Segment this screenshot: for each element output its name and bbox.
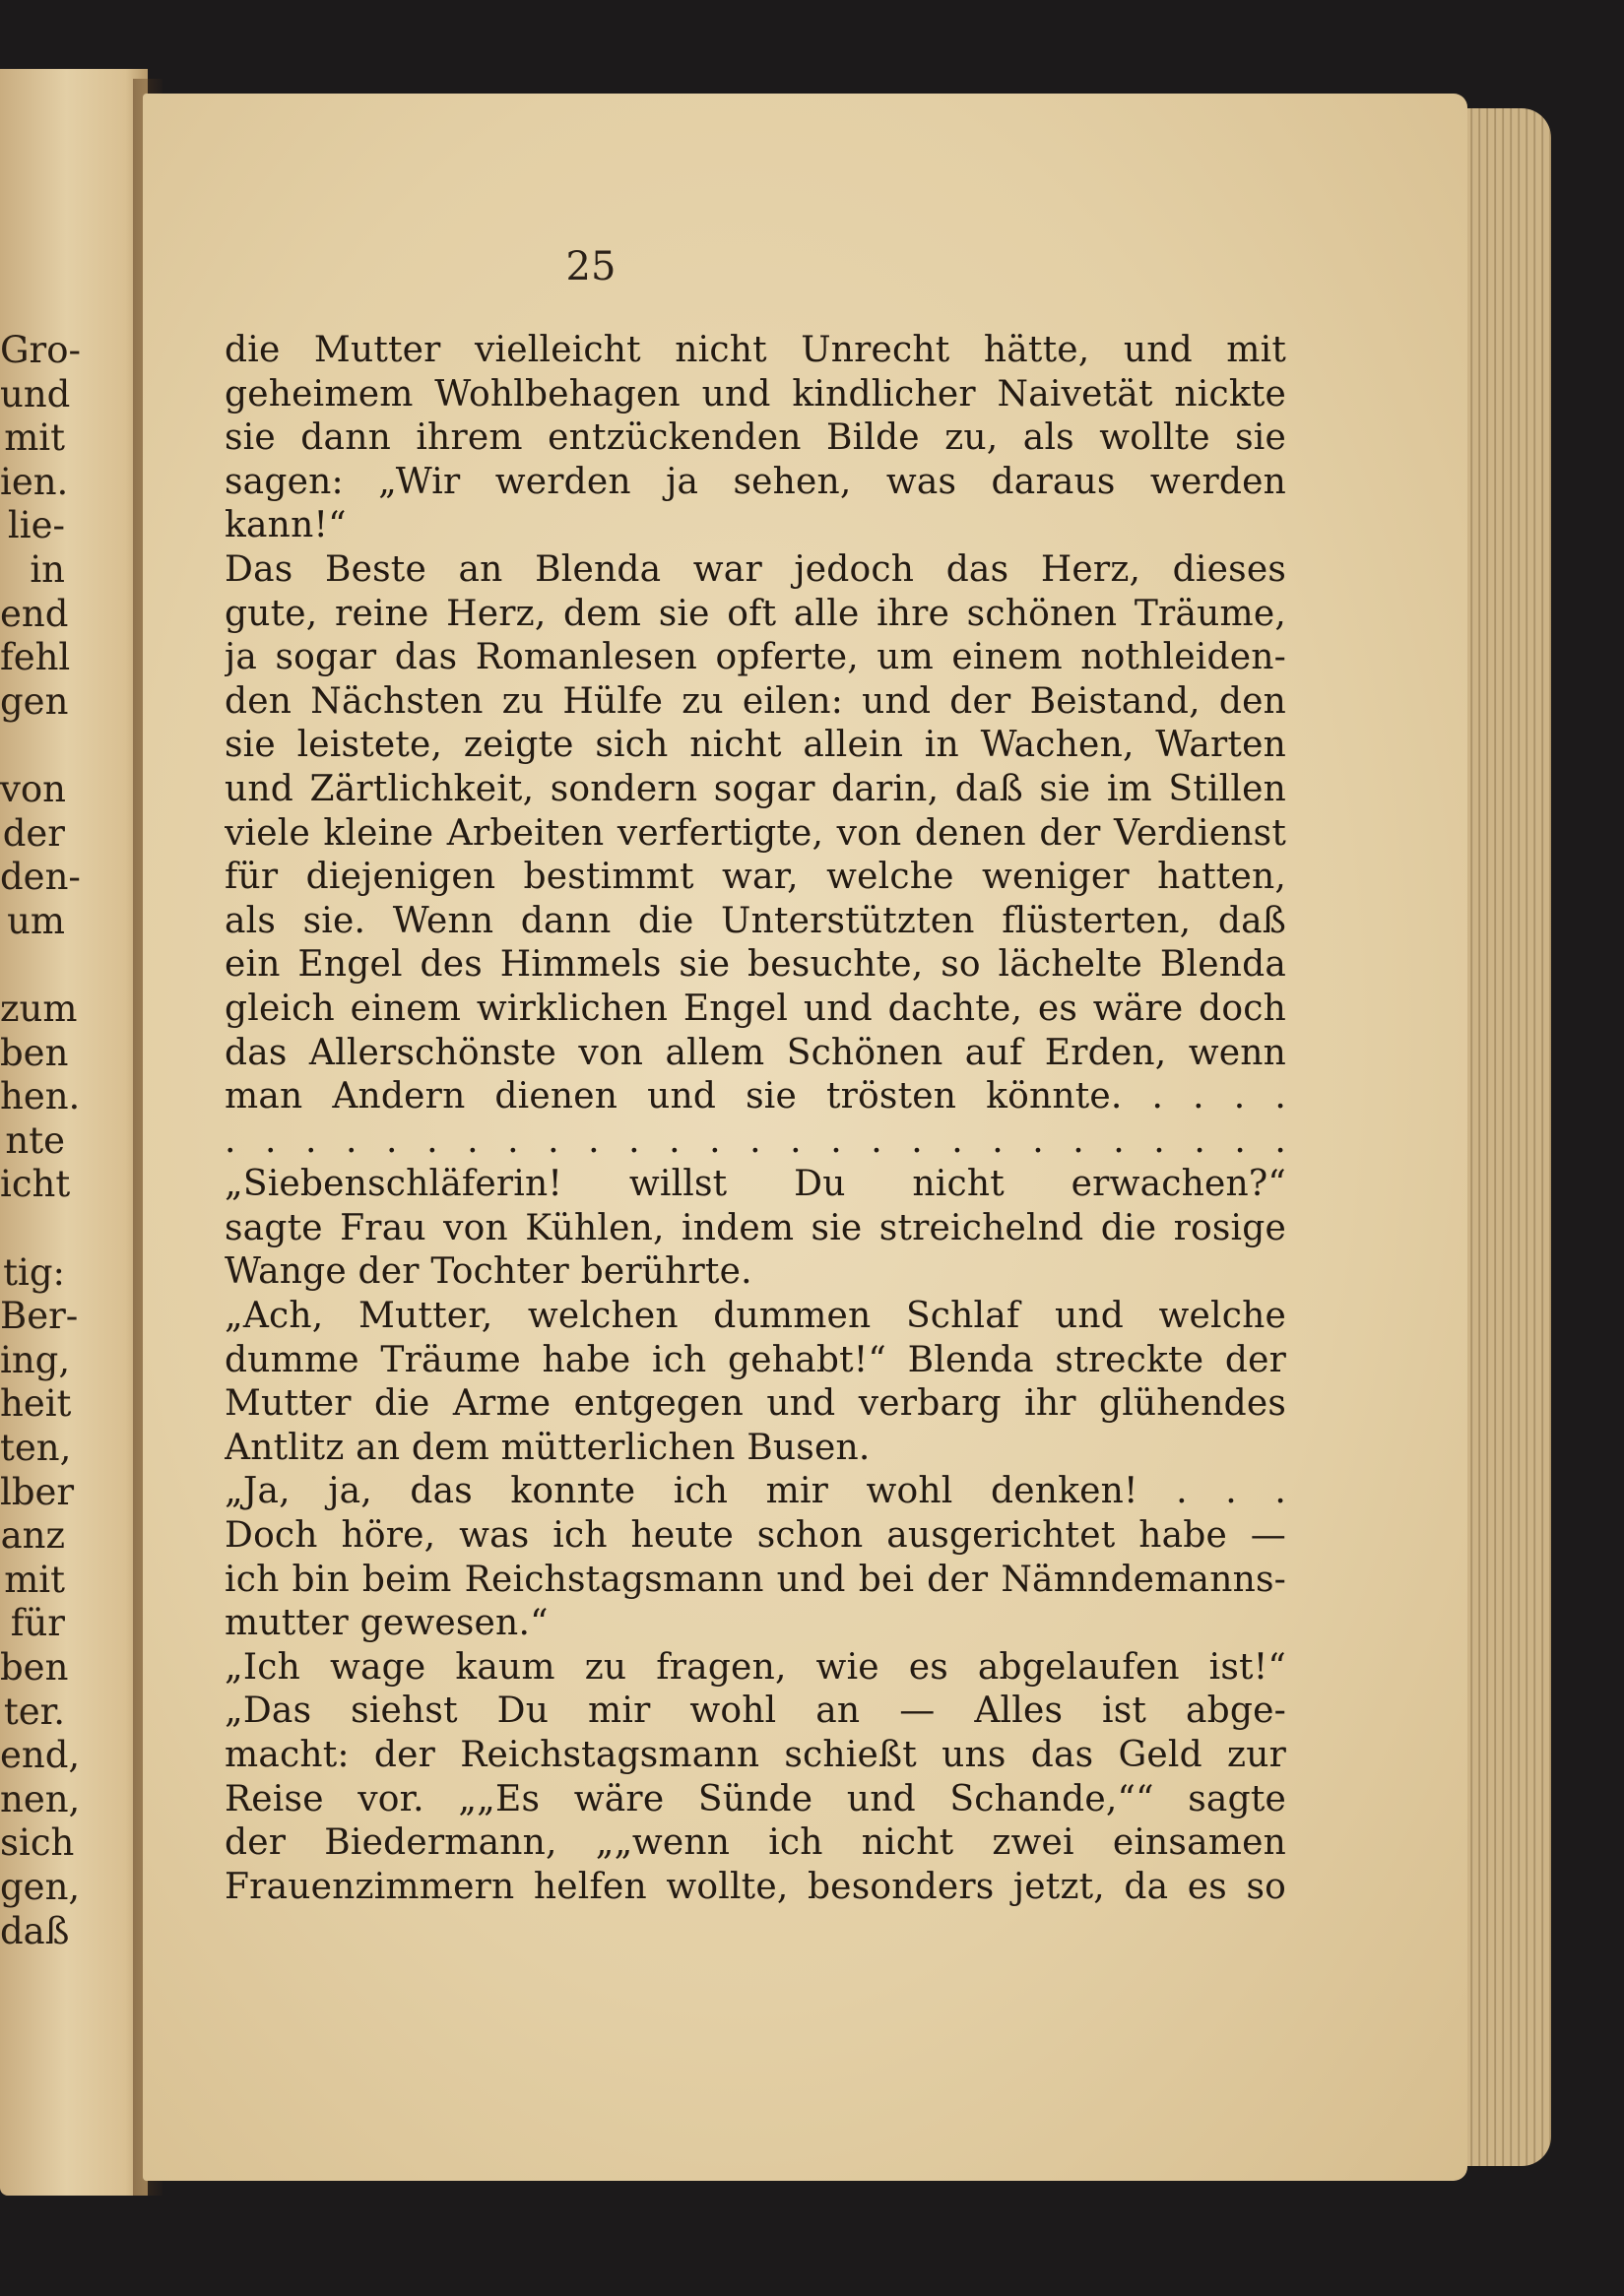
left-page-fragment: den- <box>0 856 81 899</box>
left-page-fragment: gen <box>0 679 69 723</box>
left-page-fragment: der <box>2 811 65 855</box>
left-page-fragment: daß <box>0 1909 70 1952</box>
text-line: für diejenigen bestimmt war, welche weniger hatten, <box>225 857 1286 898</box>
left-page-fragment: heit <box>0 1382 72 1426</box>
left-page-fragment: ing, <box>0 1338 71 1381</box>
left-page-fragment: nen, <box>0 1777 81 1820</box>
text-line: kann!“ <box>225 505 347 546</box>
text-line: Reise vor. „„Es wäre Sünde und Schande,““ sagte <box>225 1778 1286 1819</box>
text-line: Das Beste an Blenda war jedoch das Herz, dieses <box>225 548 1286 590</box>
left-page-fragment: sich <box>0 1821 75 1865</box>
text-line: „Ich wage kaum zu fragen, wie es abgelaufen ist!“ <box>225 1646 1286 1688</box>
text-line: Antlitz an dem mütterlichen Busen. <box>225 1427 871 1468</box>
left-page-fragment: Gro- <box>0 329 82 371</box>
text-line: sagen: „Wir werden ja sehen, was daraus werden <box>225 461 1286 502</box>
left-page-fragment: ter. <box>3 1690 65 1733</box>
left-page-fragment: und <box>0 372 71 415</box>
page-edges <box>1458 108 1551 2166</box>
page-number: 25 <box>565 244 617 289</box>
text-line: sagte Frau von Kühlen, indem sie streichelnd die rosige <box>225 1207 1286 1248</box>
text-line: gute, reine Herz, dem sie oft alle ihre schönen Träume, <box>225 593 1286 634</box>
text-line: das Allerschönste von allem Schönen auf Erden, wenn <box>225 1032 1286 1073</box>
text-line: „Das siehst Du mir wohl an — Alles ist abge- <box>225 1690 1286 1732</box>
left-page-fragment: end, <box>0 1734 81 1777</box>
text-line: sie dann ihrem entzückenden Bilde zu, als wollte sie <box>225 417 1286 459</box>
text-line: die Mutter vielleicht nicht Unrecht hätte, und mit <box>225 330 1286 370</box>
left-page-fragment: um <box>7 899 65 942</box>
text-line: den Nächsten zu Hülfe zu eilen: und der Beistand, den <box>225 680 1286 722</box>
text-line: ein Engel des Himmels sie besuchte, so lächelte Blenda <box>225 944 1286 986</box>
left-page-fragment: anz <box>0 1514 65 1558</box>
left-page-fragment: Ber- <box>0 1295 79 1338</box>
left-page-fragment: von <box>0 768 67 810</box>
left-page-fragment: für <box>10 1602 65 1645</box>
text-line: man Andern dienen und sie trösten könnte. . . . . <box>225 1076 1286 1117</box>
left-page-fragment: lie- <box>7 504 65 547</box>
text-line: und Zärtlichkeit, sondern sogar darin, daß sie im Stillen <box>225 768 1286 809</box>
left-page-fragment: ten, <box>0 1427 72 1469</box>
left-page-fragment: end <box>0 592 69 635</box>
left-page-fragment: in <box>30 548 65 591</box>
text-line: der Biedermann, „„wenn ich nicht zwei einsamen <box>225 1822 1286 1864</box>
left-page-fragment: mit <box>4 416 65 460</box>
text-line: sie leistete, zeigte sich nicht allein in Wachen, Warten <box>225 725 1286 766</box>
text-line: mutter gewesen.“ <box>225 1603 549 1644</box>
text-line: viele kleine Arbeiten verfertigte, von denen der Verdienst <box>225 812 1286 854</box>
text-line: als sie. Wenn dann die Unterstützten flüsterten, daß <box>225 900 1286 941</box>
text-line: dumme Träume habe ich gehabt!“ Blenda streckte der <box>225 1339 1286 1380</box>
left-page-fragment: zum <box>0 988 78 1030</box>
text-line: macht: der Reichstagsmann schießt uns das Geld zur <box>225 1735 1286 1775</box>
text-line: ich bin beim Reichstagsmann und bei der Nämndemanns- <box>225 1559 1286 1600</box>
text-line: „Ja, ja, das konnte ich mir wohl denken! . . . <box>225 1471 1286 1512</box>
left-page <box>0 69 148 2196</box>
left-page-fragment: ien. <box>0 460 69 503</box>
text-line: Doch höre, was ich heute schon ausgerichtet habe — <box>225 1515 1286 1557</box>
text-line: ja sogar das Romanlesen opferte, um einem nothleiden- <box>225 637 1286 678</box>
text-line: gleich einem wirklichen Engel und dachte, es wäre doch <box>225 988 1286 1029</box>
left-page-fragment: mit <box>4 1558 65 1601</box>
text-line: Mutter die Arme entgegen und verbarg ihr glühendes <box>225 1383 1286 1425</box>
text-line: Wange der Tochter berührte. <box>225 1251 752 1293</box>
text-line: . . . . . . . . . . . . . . . . . . . . . . . . . . . <box>225 1119 1286 1161</box>
text-line: „Ach, Mutter, welchen dummen Schlaf und welche <box>225 1296 1286 1337</box>
left-page-fragment: hen. <box>0 1075 81 1118</box>
text-line: „Siebenschläferin! willst Du nicht erwachen?“ <box>225 1164 1286 1205</box>
left-page-fragment: fehl <box>0 636 71 679</box>
left-page-fragment: icht <box>0 1163 71 1206</box>
left-page-fragment: ben <box>0 1031 69 1074</box>
page-text <box>225 329 1286 1909</box>
text-line: Frauenzimmern helfen wollte, besonders jetzt, da es so <box>225 1866 1286 1907</box>
text-line: geheimem Wohlbehagen und kindlicher Naivetät nickte <box>225 373 1286 415</box>
left-page-fragment: gen, <box>0 1866 81 1908</box>
left-page-fragment: ben <box>0 1646 69 1689</box>
left-page-fragment: nte <box>5 1118 65 1162</box>
left-page-fragment: lber <box>0 1470 75 1513</box>
left-page-fragment: tig: <box>3 1250 65 1294</box>
